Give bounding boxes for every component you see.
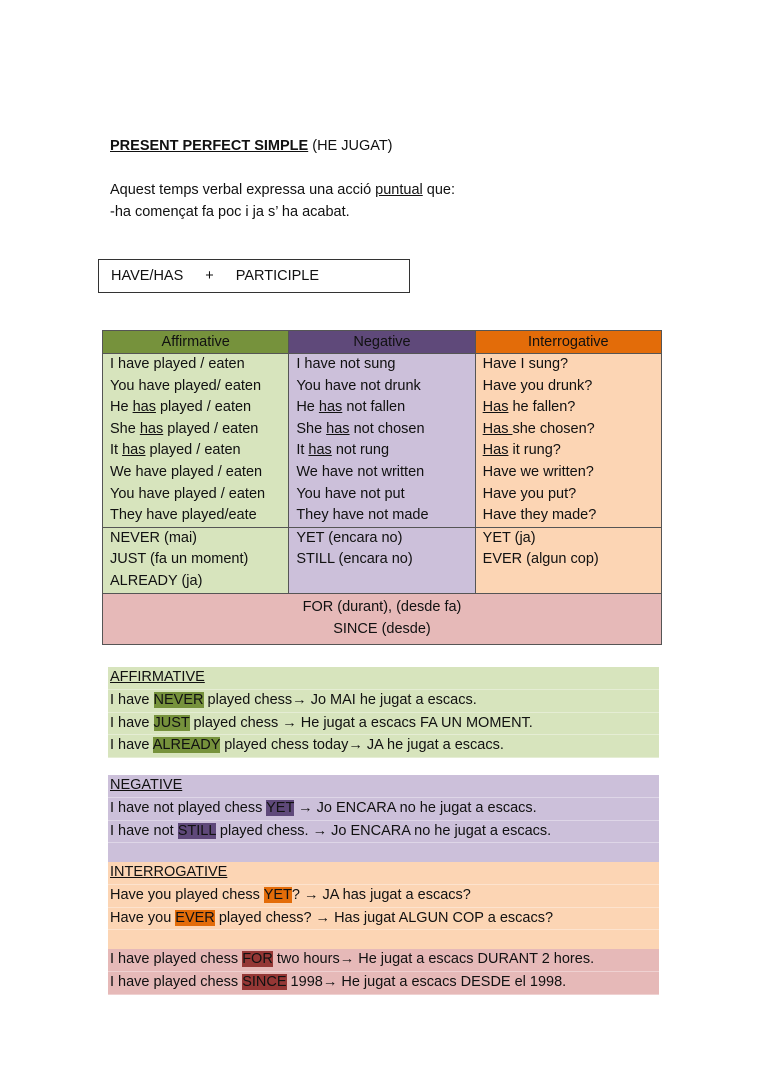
text-segment: Have they made?: [482, 507, 597, 524]
text-segment: played chess? → Has jugat ALGUN COP a escacs?: [214, 909, 554, 926]
text-segment: not rung: [331, 442, 390, 459]
table-cell-line: [110, 505, 288, 527]
header-interrogative: Interrogative: [476, 331, 661, 353]
title-sub: (HE JUGAT): [312, 138, 393, 154]
table-forms-row: [103, 353, 661, 527]
text-segment: We have not written: [296, 463, 425, 480]
text-segment: We have played / eaten: [110, 463, 263, 480]
header-affirmative: Affirmative: [103, 331, 289, 353]
text-segment: I have played chess: [110, 973, 243, 990]
adverb-item: YET (ja): [482, 529, 536, 546]
table-cell-line: [296, 354, 474, 376]
text-segment: Have you put?: [482, 485, 577, 502]
intro-line-2: -ha començat fa poc i ja s’ ha acabat.: [110, 204, 350, 220]
text-segment: It: [110, 442, 123, 459]
intro-text: que:: [422, 182, 455, 198]
underlined-auxiliary: Has: [482, 399, 509, 416]
text-segment: 1998→ He jugat a escacs DESDE el 1998.: [286, 973, 567, 990]
forms-column: [476, 354, 661, 527]
example-sentence: [108, 713, 659, 736]
table-cell-line: [110, 440, 288, 462]
text-segment: She: [110, 420, 140, 437]
highlighted-keyword: FOR: [242, 951, 273, 967]
formula-participle: PARTICIPLE: [235, 268, 320, 284]
underlined-auxiliary: has: [122, 442, 146, 459]
text-segment: I have: [110, 714, 154, 731]
text-segment: Have you played chess: [110, 886, 264, 903]
section-heading: NEGATIVE: [108, 775, 659, 798]
text-segment: I have not sung: [296, 356, 396, 372]
text-segment: played / eaten: [155, 399, 252, 416]
text-segment: Have you: [110, 909, 176, 926]
text-segment: played chess → He jugat a escacs FA UN MOMENT.: [189, 714, 533, 731]
example-sentence: [108, 908, 659, 931]
text-segment: I have not: [110, 822, 178, 839]
text-segment: I have: [110, 737, 153, 754]
text-segment: Have you drunk?: [482, 377, 593, 394]
text-segment: played chess today→ JA he jugat a escacs.: [220, 737, 504, 754]
example-sentence: [108, 885, 659, 908]
formula-box: [98, 259, 410, 293]
text-segment: played chess→ Jo MAI he jugat a escacs.: [203, 691, 477, 708]
adverb-item: NEVER (mai): [110, 529, 198, 546]
text-segment: not fallen: [342, 399, 406, 416]
page-title: [110, 138, 393, 154]
table-cell-line: [483, 462, 661, 484]
title-main: PRESENT PERFECT SIMPLE: [110, 138, 309, 154]
table-cell-line: [110, 354, 288, 376]
example-section: [108, 775, 659, 866]
table-bottom-row: [103, 593, 661, 644]
highlighted-keyword: YET: [263, 886, 292, 903]
example-section: [108, 862, 659, 953]
text-segment: He: [296, 399, 319, 416]
example-section: [108, 949, 659, 995]
text-segment: You have not put: [296, 485, 405, 502]
text-segment: he fallen?: [508, 399, 576, 416]
intro-underlined: puntual: [375, 182, 423, 198]
text-segment: two hours→ He jugat a escacs DURANT 2 hores.: [272, 951, 595, 967]
table-cell-line: [296, 376, 474, 398]
section-heading: AFFIRMATIVE: [108, 667, 659, 690]
highlighted-keyword: STILL: [177, 822, 216, 839]
text-segment: I have played / eaten: [110, 356, 245, 372]
table-cell-line: [296, 484, 474, 506]
table-adverbs-row: [103, 527, 661, 593]
underlined-auxiliary: Has: [482, 420, 513, 437]
formula-have: HAVE/HAS: [111, 268, 184, 284]
text-segment: Have I sung?: [482, 356, 569, 372]
example-sentence: [108, 690, 659, 713]
underlined-auxiliary: has: [326, 420, 350, 437]
text-segment: You have played/ eaten: [110, 377, 262, 394]
highlighted-keyword: YET: [266, 799, 295, 816]
text-segment: You have played / eaten: [110, 485, 266, 502]
text-segment: I have not played chess: [110, 799, 267, 816]
table-cell-line: [483, 397, 661, 419]
text-segment: it rung?: [508, 442, 561, 459]
text-segment: You have not drunk: [296, 377, 421, 394]
table-cell-line: [296, 440, 474, 462]
example-sentence: [108, 972, 659, 995]
text-segment: She: [296, 420, 327, 437]
highlighted-keyword: ALREADY: [152, 737, 221, 754]
adverbs-column: [476, 528, 661, 593]
text-segment: It: [296, 442, 309, 459]
text-segment: → Jo ENCARA no he jugat a escacs.: [294, 799, 537, 816]
formula-plus: +: [205, 268, 214, 284]
table-cell-line: [110, 462, 288, 484]
text-segment: not chosen: [349, 420, 425, 437]
text-segment: I have played chess: [110, 951, 243, 967]
example-sentence: [108, 735, 659, 758]
adverb-item: ALREADY (ja): [110, 572, 203, 589]
bottom-for: FOR (durant), (desde fa): [302, 598, 462, 615]
example-sentence: [108, 949, 659, 972]
text-segment: played / eaten: [163, 420, 259, 437]
highlighted-keyword: JUST: [153, 714, 190, 731]
text-segment: I have: [110, 691, 154, 708]
table-header-row: [103, 331, 661, 353]
highlighted-keyword: SINCE: [242, 973, 287, 990]
text-segment: played chess. → Jo ENCARA no he jugat a escacs.: [215, 822, 552, 839]
table-cell-line: [296, 462, 474, 484]
underlined-auxiliary: has: [318, 399, 343, 416]
underlined-auxiliary: has: [132, 399, 156, 416]
highlighted-keyword: EVER: [175, 909, 215, 926]
underlined-auxiliary: Has: [482, 442, 509, 459]
text-segment: They have played/eate: [110, 507, 257, 524]
table-cell-line: [296, 505, 474, 527]
adverbs-column: [289, 528, 475, 593]
underlined-auxiliary: has: [308, 442, 332, 459]
text-segment: Have we written?: [482, 463, 594, 480]
table-cell-line: [483, 354, 661, 376]
adverb-item: STILL (encara no): [296, 551, 413, 568]
adverb-item: EVER (algun cop): [482, 551, 599, 568]
underlined-auxiliary: has: [139, 420, 164, 437]
table-cell-line: [296, 419, 474, 441]
bottom-since: SINCE (desde): [333, 620, 431, 637]
text-segment: played / eaten: [145, 442, 241, 459]
text-segment: He: [110, 399, 133, 416]
example-sentence: [108, 798, 659, 821]
example-sentence: [108, 821, 659, 844]
table-cell-line: [483, 419, 661, 441]
table-cell-line: [483, 440, 661, 462]
example-section: [108, 667, 659, 758]
text-segment: ? → JA has jugat a escacs?: [291, 886, 471, 903]
text-segment: she chosen?: [512, 420, 595, 437]
table-cell-line: [483, 505, 661, 527]
table-cell-line: [483, 484, 661, 506]
header-negative: Negative: [289, 331, 475, 353]
forms-column: [103, 354, 289, 527]
table-cell-line: [296, 397, 474, 419]
adverb-item: YET (encara no): [296, 529, 403, 546]
text-segment: They have not made: [296, 507, 429, 524]
highlighted-keyword: NEVER: [153, 691, 204, 708]
intro-text: Aquest temps verbal expressa una acció: [110, 182, 376, 198]
table-cell-line: [110, 419, 288, 441]
table-cell-line: [110, 397, 288, 419]
adverbs-column: [103, 528, 289, 593]
table-cell-line: [110, 484, 288, 506]
section-heading: INTERROGATIVE: [108, 862, 659, 885]
adverb-item: JUST (fa un moment): [110, 551, 249, 568]
conjugation-table: [102, 330, 662, 645]
table-cell-line: [110, 376, 288, 398]
table-cell-line: [483, 376, 661, 398]
intro-paragraph: [110, 179, 455, 223]
forms-column: [289, 354, 475, 527]
